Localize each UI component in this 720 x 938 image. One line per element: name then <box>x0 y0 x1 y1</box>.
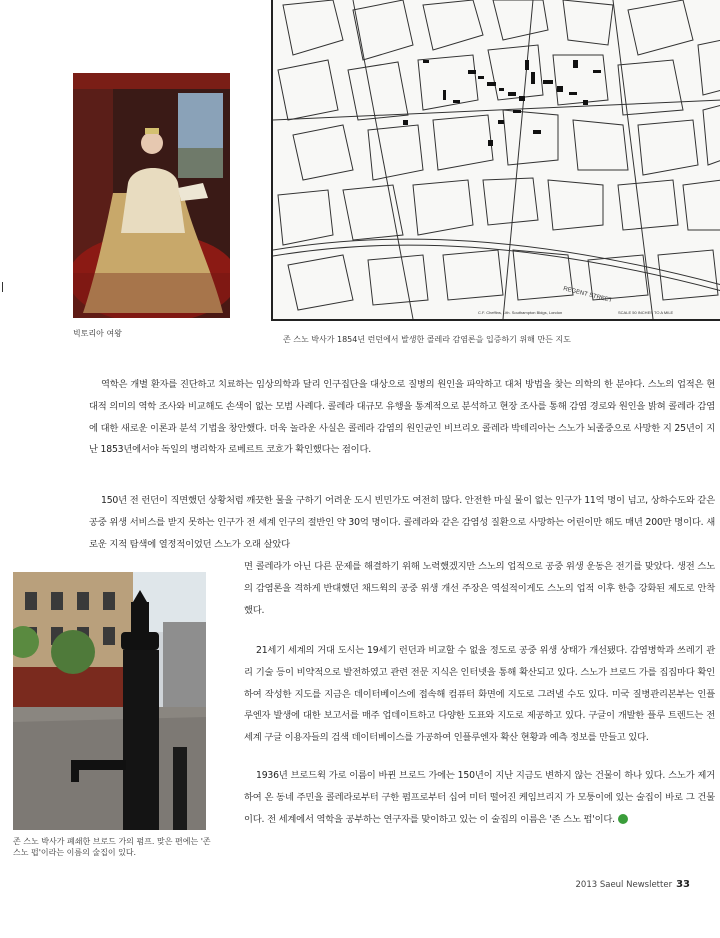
portrait-painting <box>73 73 230 318</box>
cholera-map <box>271 0 720 321</box>
map-street-label: REGENT STREET <box>562 286 613 305</box>
broad-street-pump-photo <box>13 572 206 830</box>
page-footer <box>576 879 691 890</box>
page-number: 33 <box>676 879 690 890</box>
map-caption: 존 스노 박사가 1854년 런던에서 발생한 콜레라 감염론을 입증하기 위해 만든 지도 <box>283 335 571 344</box>
map-credit: C.F. Cheffins, Lith. Southampton Bldgs, London <box>478 310 563 315</box>
footer-label: 2013 Saeul Newsletter <box>575 880 673 890</box>
paragraph-4 <box>244 765 715 830</box>
paragraph-2-rest: 면 콜레라가 아닌 다른 문제를 해결하기 위해 노력했겠지만 스노의 업적으로 공중 위생 운동은 전기를 맞았다. 생전 스노의 감염론을 격하게 반대했던 채드윅의 공중 위생 개선 주장은 역설적이게도 스노의 업적 이후 한층 강화된 제도로 안착했다. <box>244 561 715 616</box>
queen-victoria-portrait <box>73 73 230 318</box>
paragraph-1: 역학은 개별 환자를 진단하고 치료하는 임상의학과 달리 인구집단을 대상으로 질병의 원인을 파악하고 대처 방법을 찾는 의학의 한 분야다. 스노의 업적은 현대적 의미의 역학 조사와 비교해도 손색이 없는 모범 사례다. 콜레라 대규모 유행을 통계적으로 분석하고 현장 조사를 통해 감염 경로와 원인을 밝혀 콜레라 감염에 대한 새로운 이론과 분석 기법을 창안했다. 더욱 놀라운 사실은 콜레라 감염의 원인균인 비브리오 콜레라 박테리아는 스노가 뇌졸중으로 사망한 지 25년이 지난 1853년에서야 독일의 병리학자 로베르트 코흐가 확인했다는 점이다. <box>89 379 715 456</box>
margin-mark <box>2 282 3 292</box>
pump-caption: 존 스노 박사가 폐쇄한 브로드 가의 펌프. 맞은 편에는 '존 스노 펍'이라는 이름의 술집이 있다. <box>13 837 211 857</box>
map-scale: SCALE 50 INCHES TO A MILE <box>618 310 674 315</box>
paragraph-4-text: 1936년 브로드윅 가로 이름이 바뀐 브로드 가에는 150년이 지난 지금도 변하지 않는 건물이 하나 있다. 스노가 제거하여 온 동네 주민을 콜레라로부터 구한 펌프로부터 십여 미터 떨어진 케임브리지 가 모퉁이에 있는 술집이 바로 그 건물이다. 전 세계에서 역학을 공부하는 연구자를 맞이하고 있는 이 술집의 이름은 '존 스노 펍'이다. <box>244 770 715 825</box>
end-mark-icon: ✎ <box>618 814 628 824</box>
paragraph-2-top: 150년 전 런던이 직면했던 상황처럼 깨끗한 물을 구하기 어려운 도시 빈민가도 여전히 많다. 안전한 마실 물이 없는 인구가 11억 명이 넘고, 상하수도와 같은 공중 위생 서비스를 받지 못하는 인구가 전 세계 인구의 절반인 약 30억 명이다. 콜레라와 같은 감염성 질환으로 사망하는 어린이만 해도 매년 200만 명이다. 새로운 지적 탐색에 열정적이었던 스노가 오래 살았다 <box>89 495 715 550</box>
cholera-map-drawing <box>273 0 720 319</box>
pump-photo-drawing <box>13 572 206 830</box>
portrait-caption: 빅토리아 여왕 <box>73 329 122 338</box>
paragraph-3: 21세기 세계의 거대 도시는 19세기 런던과 비교할 수 없을 정도로 공중 위생 상태가 개선됐다. 감염병학과 쓰레기 관리 기술 등이 비약적으로 발전하였고 관련 전문 지식은 인터넷을 통해 확산되고 있다. 스노가 브로드 가를 집집마다 확인하여 작성한 지도를 지금은 데이터베이스에 접속해 컴퓨터 화면에 지도로 그려낼 수도 있다. 미국 질병관리본부는 인플루엔자 발생에 대한 보고서를 매주 업데이트하고 다양한 도표와 지도로 제공하고 있다. 구글이 개발한 플루 트렌드는 전세계 구글 이용자들의 검색 데이터베이스를 가공하여 인플루엔자 확산 현황과 예측 정보를 만들고 있다. <box>244 645 715 744</box>
